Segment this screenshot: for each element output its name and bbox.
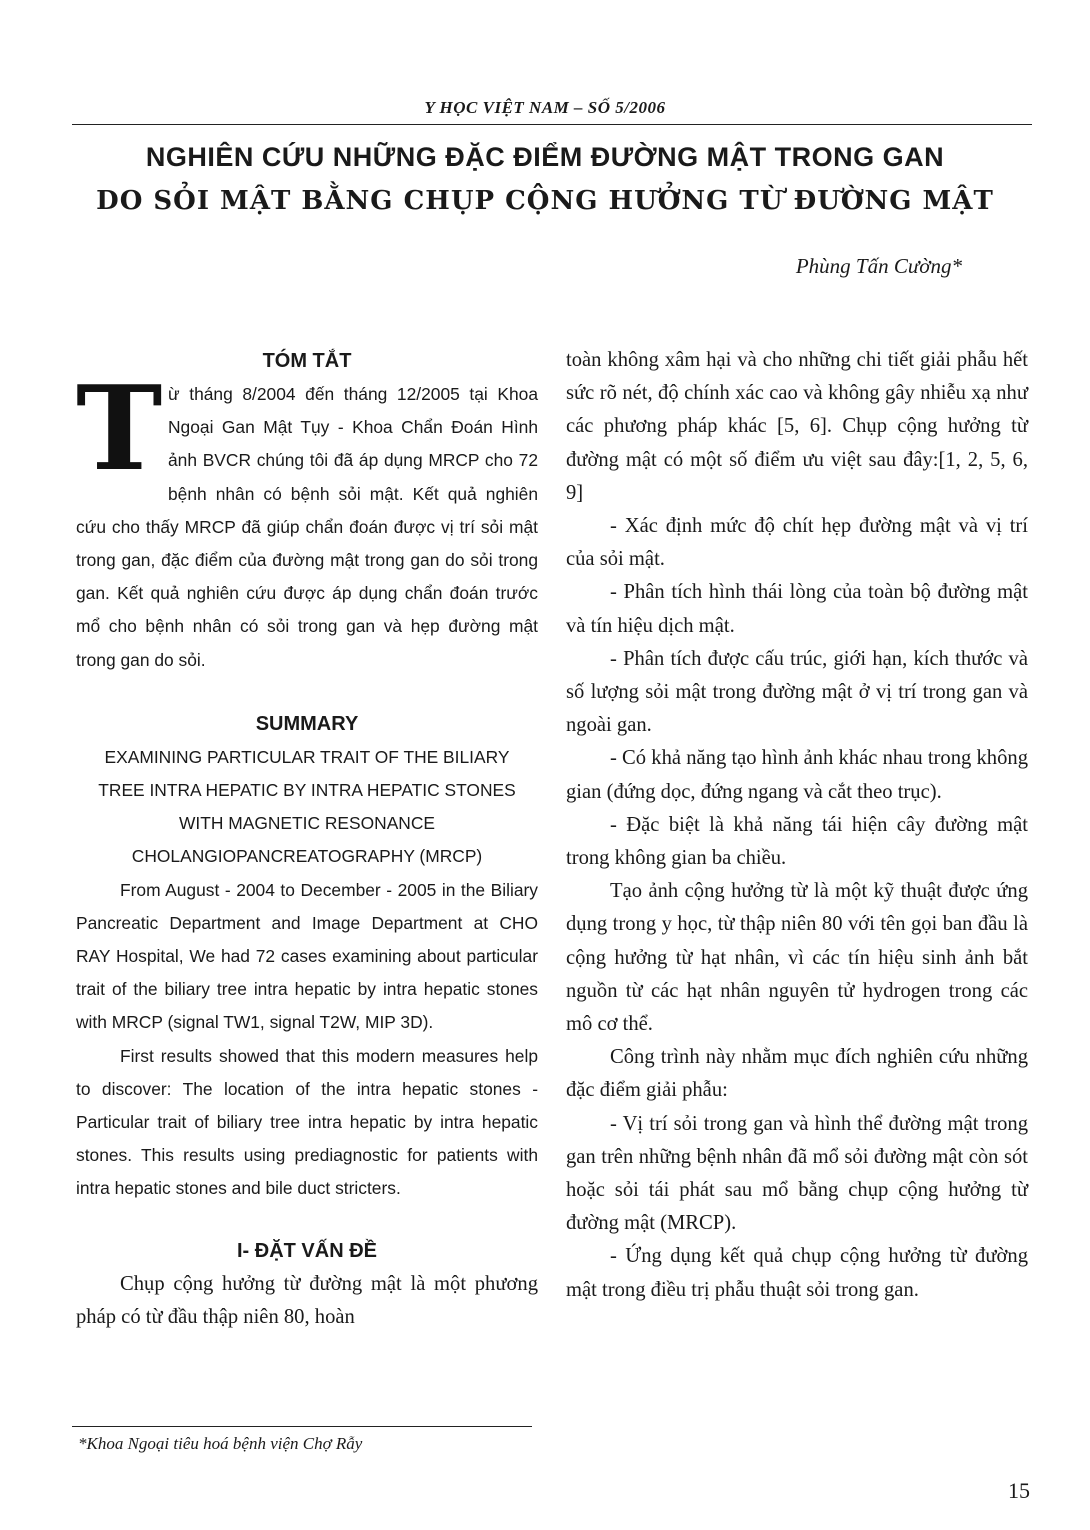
author: Phùng Tấn Cường*: [795, 254, 962, 278]
left-column: [76, 344, 538, 1334]
dropcap-letter: T: [76, 361, 163, 497]
summary-title-line: EXAMINING PARTICULAR TRAIT OF THE BILIARY: [104, 746, 510, 767]
right-column: [566, 344, 1028, 1307]
abstract-vn-heading: TÓM TẮT: [262, 350, 352, 372]
footnote: *Khoa Ngoại tiêu hoá bệnh viện Chợ Rẫy: [78, 1434, 363, 1453]
article-title-line-1: NGHIÊN CỨU NHỮNG ĐẶC ĐIỂM ĐƯỜNG MẬT TRONG GAN: [145, 142, 945, 172]
advantage-item: - Phân tích hình thái lòng của toàn bộ đường mật và tín hiệu dịch mật.: [566, 581, 1028, 637]
advantage-item: - Đặc biệt là khả năng tái hiện cây đường mật trong không gian ba chiều.: [566, 813, 1028, 870]
aim-item: - Vị trí sỏi trong gan và hình thể đường mật trong gan trên những bệnh nhân đã mổ sỏi đường mật còn sót hoặc sỏi tái phát sau mổ bằng chụp cộng hưởng từ đường mật (MRCP).: [566, 1112, 1028, 1235]
summary-paragraph: From August - 2004 to December - 2005 in the Biliary Pancreatic Department and Image Department at CHO RAY Hospital, We had 72 cases examining about particular trait of the biliary tree intra hepatic by intra hepatic stones with MRCP (signal TW1, signal T2W, MIP 3D).: [76, 879, 538, 1033]
abstract-vn-text: ừ tháng 8/2004 đến tháng 12/2005 tại Khoa Ngoại Gan Mật Tụy - Khoa Chẩn Đoán Hình ảnh BVCR chúng tôi đã áp dụng MRCP cho 72 bệnh nhân có bệnh sỏi mật. Kết quả nghiên cứu cho thấy MRCP đã giúp chẩn đoán được vị trí sỏi mật trong gan, đặc điểm của đường mật trong gan do sỏi trong gan. Kết quả nghiên cứu được áp dụng chẩn đoán trước mổ cho bệnh nhân có sỏi trong gan và hẹp đường mật trong gan do sỏi.: [76, 384, 538, 670]
summary-title-line: WITH MAGNETIC RESONANCE: [178, 813, 436, 834]
footnote-rule: [72, 1426, 532, 1427]
summary-title: [76, 741, 538, 874]
summary-title-line: CHOLANGIOPANCREATOGRAPHY (MRCP): [131, 846, 483, 867]
summary-heading: SUMMARY: [255, 712, 359, 735]
summary-paragraph: First results showed that this modern measures help to discover: The location of the intra hepatic stones - Particular trait of biliary tree intra hepatic by intra hepatic stones. This results using prediagnostic for patients with intra hepatic stones and bile duct stricters.: [76, 1045, 538, 1199]
article-title-line-2: DO SỎI MẬT BẰNG CHỤP CỘNG HƯỞNG TỪ ĐƯỜNG MẬT: [96, 186, 994, 216]
page-number: 15: [1008, 1478, 1030, 1503]
running-head: Y HỌC VIỆT NAM – SỐ 5/2006: [424, 98, 666, 117]
intro-continuation: toàn không xâm hại và cho những chi tiết giải phẫu hết sức rõ nét, độ chính xác cao và không gây nhiễu xạ như các phương pháp khác [5, 6]. Chụp cộng hưởng từ đường mật có một số điểm ưu việt sau đây:[1, 2, 5, 6, 9]: [566, 349, 1028, 504]
advantage-item: - Xác định mức độ chít hẹp đường mật và vị trí của sỏi mật.: [566, 515, 1028, 571]
header-rule: [72, 124, 1032, 125]
advantage-item: - Phân tích được cấu trúc, giới hạn, kích thước và số lượng sỏi mật trong đường mật ở vị trí trong gan và ngoài gan.: [566, 647, 1028, 737]
aim-paragraph: Công trình này nhằm mục đích nghiên cứu những đặc điểm giải phẫu:: [566, 1046, 1028, 1102]
aim-item: - Ứng dụng kết quả chụp cộng hưởng từ đường mật trong điều trị phẫu thuật sỏi trong gan.: [566, 1245, 1028, 1301]
advantage-item: - Có khả năng tạo hình ảnh khác nhau trong không gian (đứng dọc, đứng ngang và cắt theo trục).: [566, 747, 1028, 803]
mri-paragraph: Tạo ảnh cộng hưởng từ là một kỹ thuật được ứng dụng trong y học, từ thập niên 80 với tên gọi ban đầu là cộng hưởng từ hạt nhân, vì các tín hiệu sinh ảnh bắt nguồn từ các hạt nhân nguyên tử hydrogen trong các mô cơ thể.: [566, 880, 1028, 1036]
section-1-intro: Chụp cộng hưởng từ đường mật là một phương pháp có từ đầu thập niên 80, hoàn: [76, 1272, 538, 1328]
section-1-heading: I- ĐẶT VẤN ĐỀ: [237, 1239, 377, 1262]
summary-title-line: TREE INTRA HEPATIC BY INTRA HEPATIC STONES: [98, 780, 516, 801]
